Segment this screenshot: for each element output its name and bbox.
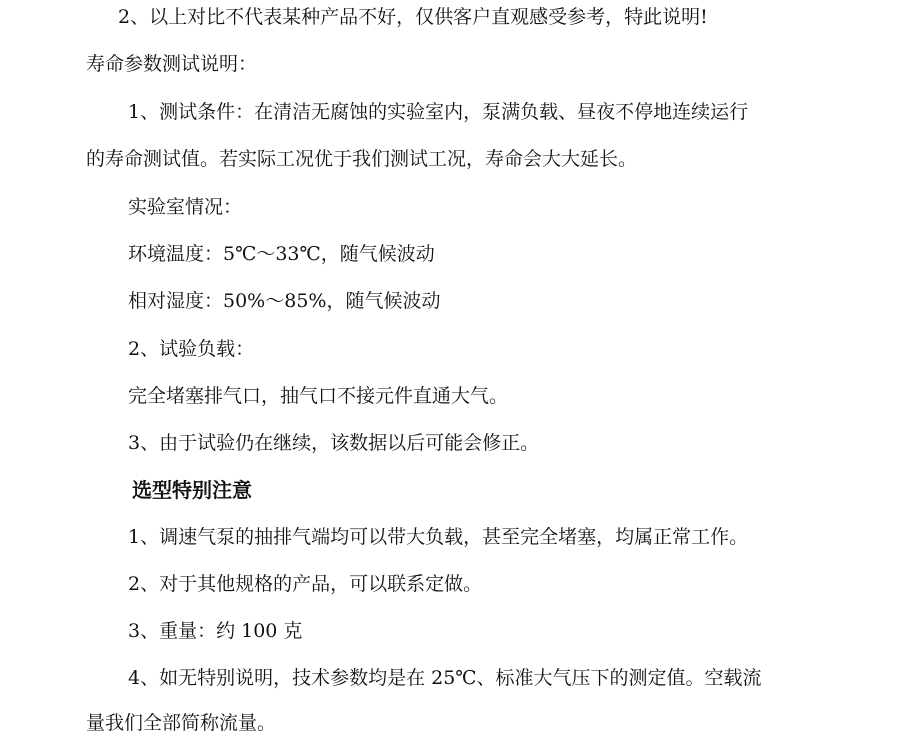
selection-note-3-weight: 3、重量：约 100 克 <box>128 620 303 642</box>
selection-note-4: 4、如无特别说明，技术参数均是在 25℃、标准大气压下的测定值。空载流 <box>128 667 762 689</box>
lab-conditions-label: 实验室情况： <box>128 196 243 218</box>
note-line-2: 2、以上对比不代表某种产品不好，仅供客户直观感受参考，特此说明! <box>118 6 708 28</box>
life-test-title: 寿命参数测试说明： <box>86 53 258 75</box>
selection-notes-heading: 选型特别注意 <box>132 478 252 502</box>
selection-note-1: 1、调速气泵的抽排气端均可以带大负载，甚至完全堵塞，均属正常工作。 <box>128 526 749 548</box>
data-revision-note: 3、由于试验仍在继续，该数据以后可能会修正。 <box>128 432 540 454</box>
test-condition-line-cont: 的寿命测试值。若实际工况优于我们测试工况，寿命会大大延长。 <box>86 148 638 170</box>
test-load-detail: 完全堵塞排气口，抽气口不接元件直通大气。 <box>128 385 509 407</box>
selection-note-4-cont: 量我们全部简称流量。 <box>86 712 277 734</box>
ambient-temperature: 环境温度：5℃～33℃，随气候波动 <box>128 243 435 265</box>
relative-humidity: 相对湿度：50%～85%，随气候波动 <box>128 290 441 312</box>
selection-note-2: 2、对于其他规格的产品，可以联系定做。 <box>128 573 483 595</box>
test-load-label: 2、试验负载： <box>128 338 255 360</box>
test-condition-line: 1、测试条件：在清洁无腐蚀的实验室内，泵满负载、昼夜不停地连续运行 <box>128 101 749 123</box>
